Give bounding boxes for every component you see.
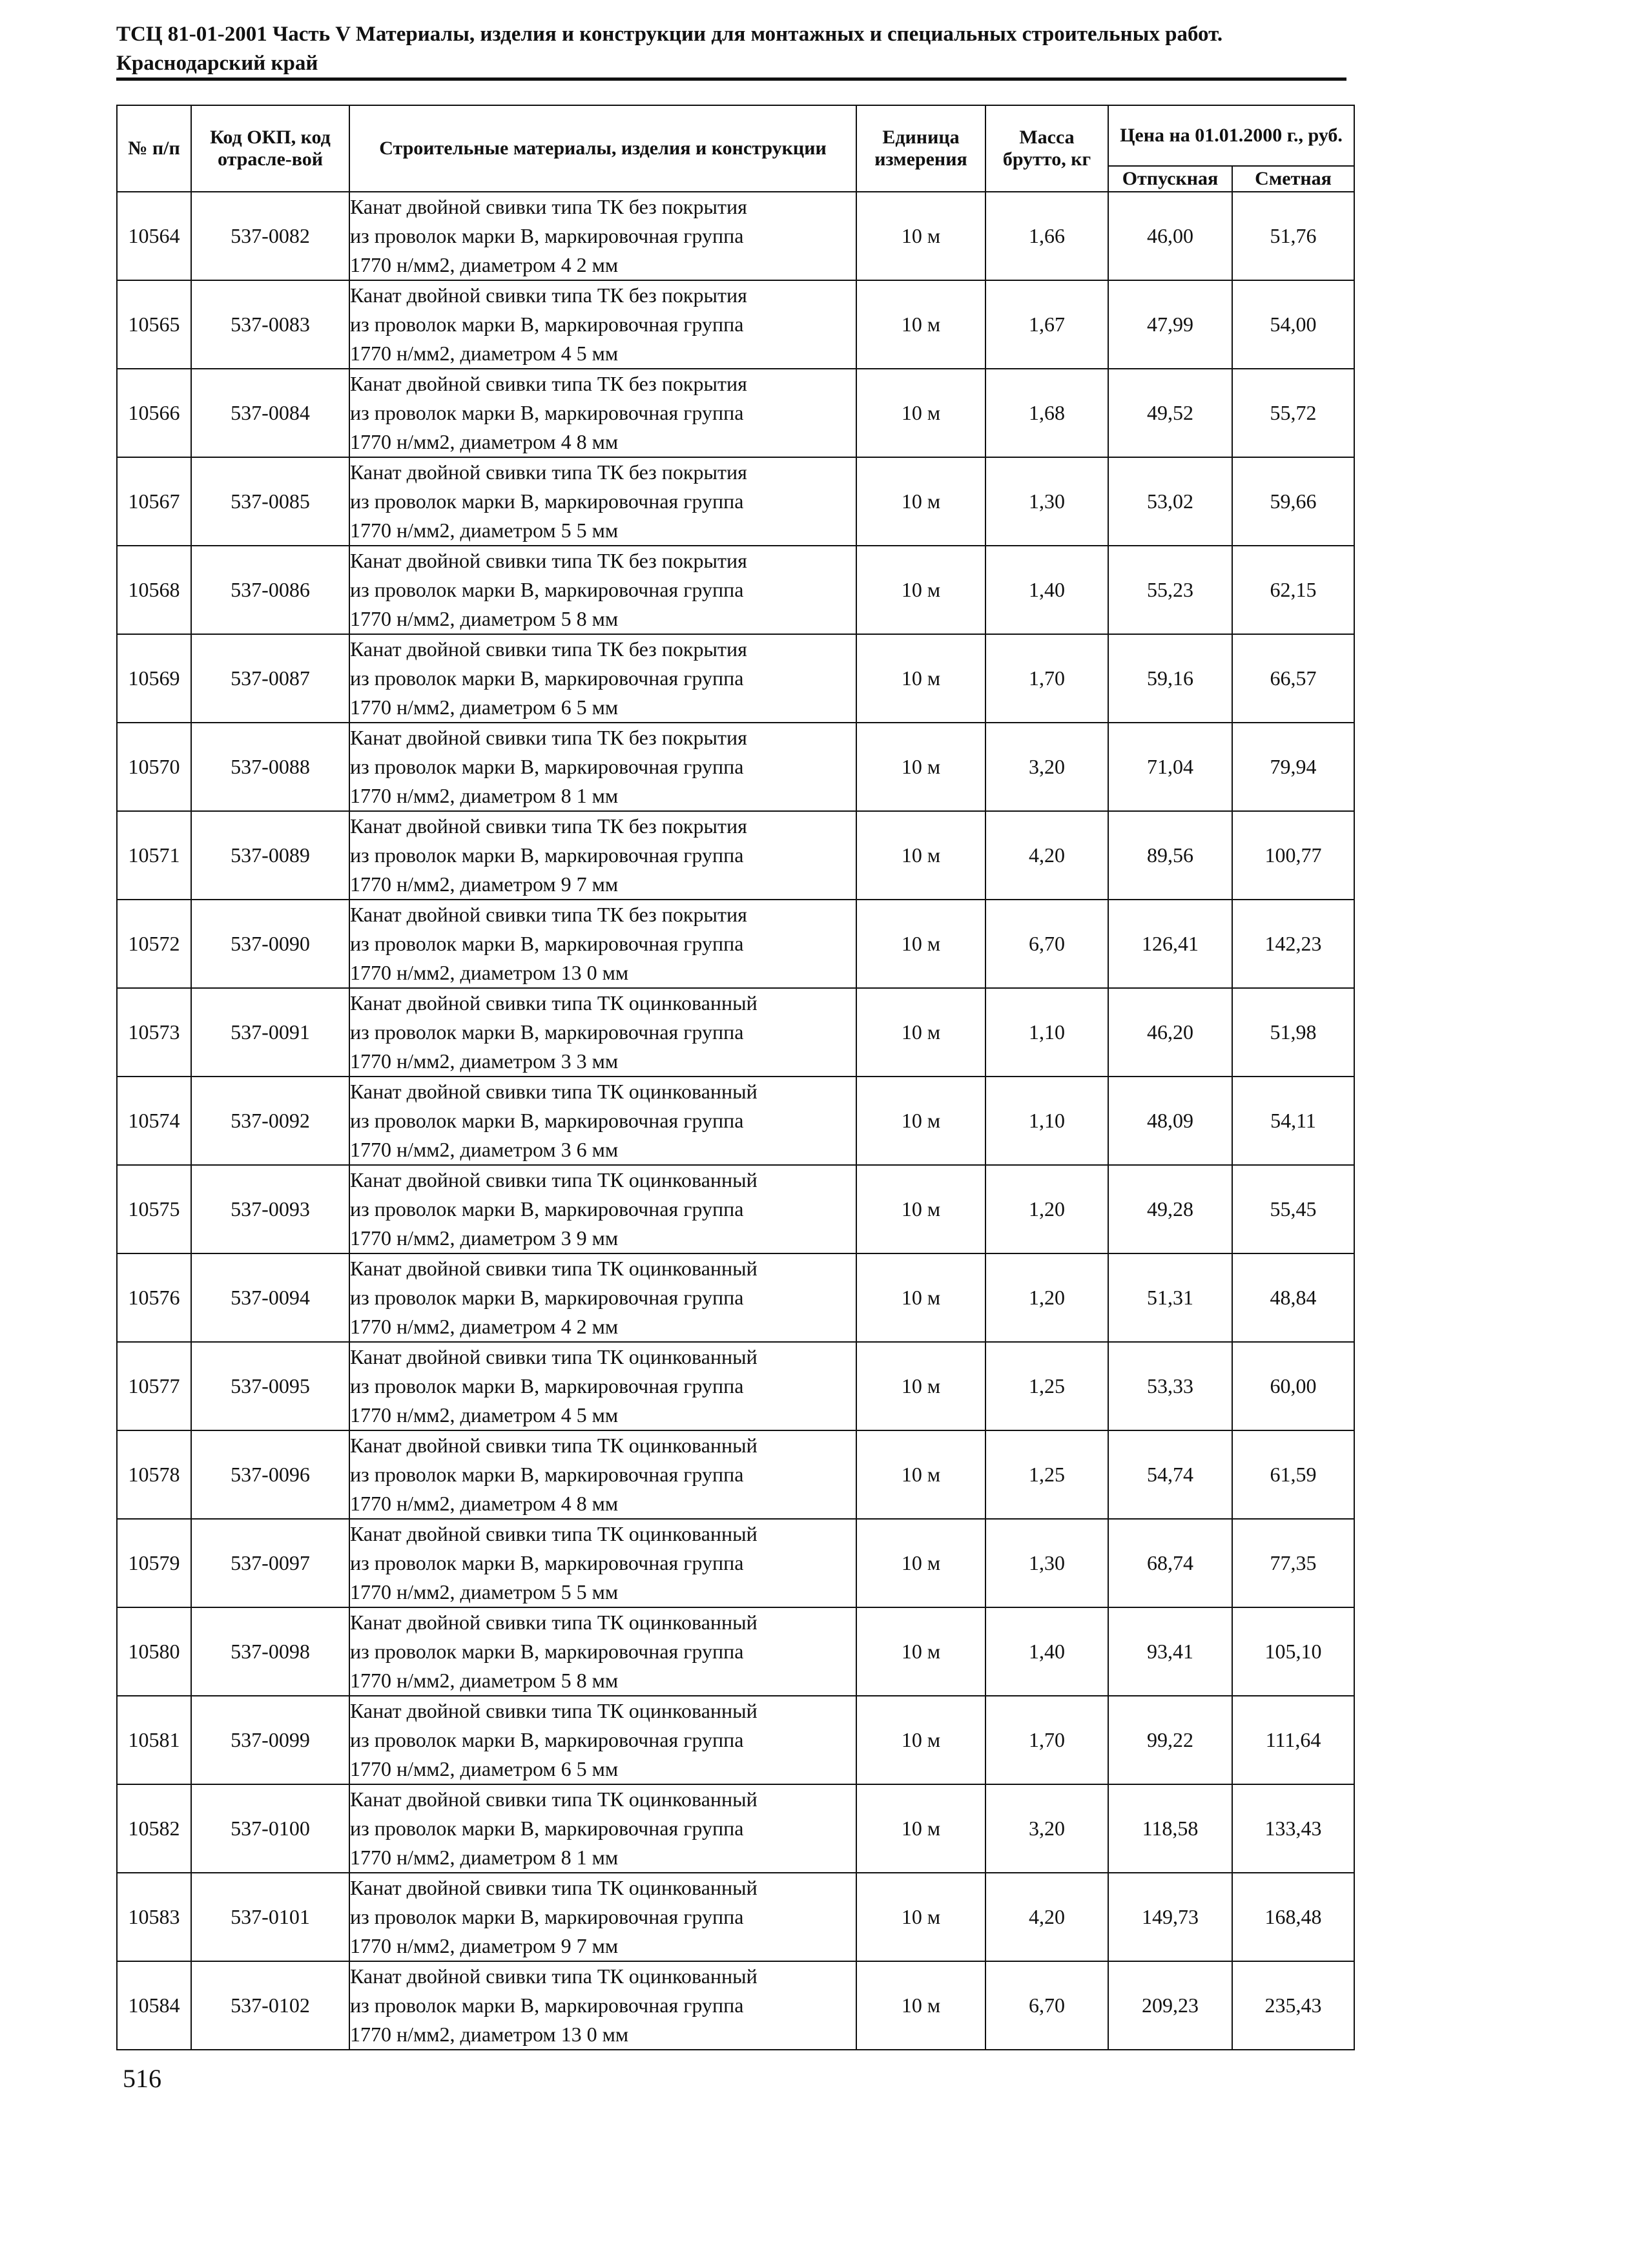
cell-unit: 10 м — [856, 1873, 985, 1961]
cell-price-estimate: 51,98 — [1232, 988, 1354, 1077]
table-row — [117, 1077, 1354, 1165]
description-line: из проволок марки В, маркировочная группа — [350, 1374, 744, 1397]
cell-price-release: 126,41 — [1108, 900, 1232, 988]
description-line: 1770 н/мм2, диаметром 8 1 мм — [350, 1846, 619, 1869]
description-line: из проволок марки В, маркировочная группа — [350, 224, 744, 247]
cell-code: 537-0089 — [191, 811, 349, 900]
cell-code: 537-0088 — [191, 723, 349, 811]
cell-price-estimate: 55,45 — [1232, 1165, 1354, 1253]
column-header-price: Цена на 01.01.2000 г., руб. — [1108, 105, 1354, 166]
cell-price-release: 209,23 — [1108, 1961, 1232, 2050]
table-row — [117, 723, 1354, 811]
cell-code: 537-0084 — [191, 369, 349, 457]
cell-price-estimate: 51,76 — [1232, 192, 1354, 280]
cell-mass: 4,20 — [985, 1873, 1108, 1961]
cell-unit: 10 м — [856, 1961, 985, 2050]
cell-description — [349, 723, 856, 811]
description-line: 1770 н/мм2, диаметром 9 7 мм — [350, 1934, 619, 1957]
cell-price-release: 68,74 — [1108, 1519, 1232, 1607]
cell-price-estimate: 48,84 — [1232, 1253, 1354, 1342]
description-line: из проволок марки В, маркировочная группа — [350, 1817, 744, 1840]
page-header — [116, 19, 1346, 77]
cell-unit: 10 м — [856, 988, 985, 1077]
cell-description — [349, 1873, 856, 1961]
cell-code: 537-0085 — [191, 457, 349, 546]
description-line: 1770 н/мм2, диаметром 4 8 мм — [350, 1492, 619, 1515]
description-line: из проволок марки В, маркировочная группа — [350, 755, 744, 778]
description-line: 1770 н/мм2, диаметром 3 3 мм — [350, 1049, 619, 1073]
table-row — [117, 634, 1354, 723]
description-line: Канат двойной свивки типа ТК без покрытия — [350, 284, 747, 307]
description-line: из проволок марки В, маркировочная группа — [350, 666, 744, 690]
cell-num: 10565 — [117, 280, 191, 369]
table-row — [117, 1165, 1354, 1253]
cell-description — [349, 457, 856, 546]
cell-description — [349, 1784, 856, 1873]
description-line: 1770 н/мм2, диаметром 8 1 мм — [350, 784, 619, 807]
cell-code: 537-0094 — [191, 1253, 349, 1342]
cell-num: 10576 — [117, 1253, 191, 1342]
cell-description — [349, 192, 856, 280]
cell-price-release: 46,00 — [1108, 192, 1232, 280]
cell-price-release: 53,02 — [1108, 457, 1232, 546]
cell-price-estimate: 62,15 — [1232, 546, 1354, 634]
description-line: 1770 н/мм2, диаметром 3 9 мм — [350, 1226, 619, 1250]
cell-unit: 10 м — [856, 723, 985, 811]
description-line: Канат двойной свивки типа ТК оцинкованный — [350, 1699, 758, 1722]
cell-description — [349, 1519, 856, 1607]
cell-description — [349, 634, 856, 723]
cell-code: 537-0090 — [191, 900, 349, 988]
description-line: 1770 н/мм2, диаметром 4 5 мм — [350, 1403, 619, 1427]
cell-price-release: 71,04 — [1108, 723, 1232, 811]
cell-mass: 1,40 — [985, 1607, 1108, 1696]
table-row — [117, 811, 1354, 900]
table-row — [117, 900, 1354, 988]
description-line: Канат двойной свивки типа ТК без покрытия — [350, 372, 747, 395]
description-line: 1770 н/мм2, диаметром 6 5 мм — [350, 696, 619, 719]
description-line: из проволок марки В, маркировочная группа — [350, 401, 744, 424]
column-header-price-release: Отпускная — [1108, 166, 1232, 192]
cell-price-estimate: 77,35 — [1232, 1519, 1354, 1607]
cell-price-estimate: 61,59 — [1232, 1430, 1354, 1519]
cell-unit: 10 м — [856, 546, 985, 634]
cell-code: 537-0091 — [191, 988, 349, 1077]
cell-description — [349, 1696, 856, 1784]
cell-unit: 10 м — [856, 1519, 985, 1607]
table-row — [117, 1784, 1354, 1873]
cell-mass: 4,20 — [985, 811, 1108, 900]
cell-price-estimate: 60,00 — [1232, 1342, 1354, 1430]
document-title: ТСЦ 81-01-2001 Часть V Материалы, изделия и конструкции для монтажных и специальных строительных работ. — [116, 23, 1223, 46]
cell-unit: 10 м — [856, 1077, 985, 1165]
cell-unit: 10 м — [856, 634, 985, 723]
cell-num: 10575 — [117, 1165, 191, 1253]
page-number: 516 — [123, 2064, 161, 2093]
description-line: 1770 н/мм2, диаметром 13 0 мм — [350, 961, 629, 984]
description-line: 1770 н/мм2, диаметром 5 8 мм — [350, 1669, 619, 1692]
table-row — [117, 546, 1354, 634]
cell-num: 10571 — [117, 811, 191, 900]
cell-mass: 1,30 — [985, 457, 1108, 546]
description-line: Канат двойной свивки типа ТК без покрытия — [350, 195, 747, 218]
cell-unit: 10 м — [856, 192, 985, 280]
table-row — [117, 1430, 1354, 1519]
cell-price-estimate: 142,23 — [1232, 900, 1354, 988]
cell-num: 10568 — [117, 546, 191, 634]
cell-unit: 10 м — [856, 280, 985, 369]
cell-description — [349, 900, 856, 988]
cell-unit: 10 м — [856, 1430, 985, 1519]
description-line: Канат двойной свивки типа ТК оцинкованный — [350, 991, 758, 1015]
cell-description — [349, 1961, 856, 2050]
table-row — [117, 1253, 1354, 1342]
cell-price-estimate: 111,64 — [1232, 1696, 1354, 1784]
cell-mass: 3,20 — [985, 1784, 1108, 1873]
cell-num: 10569 — [117, 634, 191, 723]
cell-num: 10567 — [117, 457, 191, 546]
cell-mass: 1,68 — [985, 369, 1108, 457]
cell-num: 10572 — [117, 900, 191, 988]
cell-code: 537-0095 — [191, 1342, 349, 1430]
cell-mass: 1,40 — [985, 546, 1108, 634]
table-body — [117, 192, 1354, 2050]
description-line: 1770 н/мм2, диаметром 3 6 мм — [350, 1138, 619, 1161]
description-line: Канат двойной свивки типа ТК без покрытия — [350, 814, 747, 838]
cell-mass: 1,30 — [985, 1519, 1108, 1607]
cell-description — [349, 1342, 856, 1430]
description-line: из проволок марки В, маркировочная группа — [350, 1728, 744, 1751]
description-line: 1770 н/мм2, диаметром 4 2 мм — [350, 1315, 619, 1338]
cell-num: 10583 — [117, 1873, 191, 1961]
cell-price-release: 99,22 — [1108, 1696, 1232, 1784]
cell-num: 10566 — [117, 369, 191, 457]
description-line: из проволок марки В, маркировочная группа — [350, 1551, 744, 1574]
cell-code: 537-0101 — [191, 1873, 349, 1961]
cell-unit: 10 м — [856, 1165, 985, 1253]
cell-num: 10573 — [117, 988, 191, 1077]
cell-mass: 6,70 — [985, 1961, 1108, 2050]
description-line: из проволок марки В, маркировочная группа — [350, 313, 744, 336]
cell-mass: 1,25 — [985, 1430, 1108, 1519]
description-line: 1770 н/мм2, диаметром 5 5 мм — [350, 1580, 619, 1603]
cell-price-estimate: 133,43 — [1232, 1784, 1354, 1873]
description-line: Канат двойной свивки типа ТК оцинкованный — [350, 1788, 758, 1811]
cell-price-release: 54,74 — [1108, 1430, 1232, 1519]
cell-mass: 1,66 — [985, 192, 1108, 280]
cell-unit: 10 м — [856, 900, 985, 988]
cell-code: 537-0087 — [191, 634, 349, 723]
description-line: Канат двойной свивки типа ТК оцинкованный — [350, 1611, 758, 1634]
cell-mass: 1,10 — [985, 988, 1108, 1077]
cell-description — [349, 280, 856, 369]
cell-price-release: 149,73 — [1108, 1873, 1232, 1961]
cell-price-estimate: 55,72 — [1232, 369, 1354, 457]
cell-mass: 1,67 — [985, 280, 1108, 369]
cell-code: 537-0092 — [191, 1077, 349, 1165]
cell-unit: 10 м — [856, 1696, 985, 1784]
cell-price-release: 53,33 — [1108, 1342, 1232, 1430]
cell-mass: 1,25 — [985, 1342, 1108, 1430]
description-line: Канат двойной свивки типа ТК без покрытия — [350, 637, 747, 661]
description-line: Канат двойной свивки типа ТК оцинкованный — [350, 1080, 758, 1103]
table-row — [117, 457, 1354, 546]
table-row — [117, 1696, 1354, 1784]
description-line: Канат двойной свивки типа ТК оцинкованный — [350, 1876, 758, 1899]
cell-price-estimate: 54,11 — [1232, 1077, 1354, 1165]
cell-description — [349, 1165, 856, 1253]
cell-description — [349, 546, 856, 634]
cell-num: 10577 — [117, 1342, 191, 1430]
description-line: из проволок марки В, маркировочная группа — [350, 1994, 744, 2017]
cell-code: 537-0102 — [191, 1961, 349, 2050]
description-line: из проволок марки В, маркировочная группа — [350, 1905, 744, 1928]
cell-unit: 10 м — [856, 1253, 985, 1342]
cell-num: 10570 — [117, 723, 191, 811]
cell-description — [349, 1253, 856, 1342]
cell-description — [349, 1607, 856, 1696]
description-line: из проволок марки В, маркировочная группа — [350, 578, 744, 601]
description-line: 1770 н/мм2, диаметром 6 5 мм — [350, 1757, 619, 1780]
cell-description — [349, 369, 856, 457]
description-line: 1770 н/мм2, диаметром 5 8 мм — [350, 607, 619, 630]
cell-price-release: 55,23 — [1108, 546, 1232, 634]
cell-price-release: 59,16 — [1108, 634, 1232, 723]
table-row — [117, 1607, 1354, 1696]
table-row — [117, 1519, 1354, 1607]
description-line: Канат двойной свивки типа ТК оцинкованный — [350, 1345, 758, 1368]
column-header-description: Строительные материалы, изделия и конструкции — [349, 105, 856, 192]
cell-unit: 10 м — [856, 811, 985, 900]
column-header-num: № п/п — [117, 105, 191, 192]
cell-price-estimate: 168,48 — [1232, 1873, 1354, 1961]
cell-num: 10564 — [117, 192, 191, 280]
cell-price-estimate: 79,94 — [1232, 723, 1354, 811]
price-table — [116, 105, 1355, 2050]
cell-num: 10578 — [117, 1430, 191, 1519]
cell-price-release: 118,58 — [1108, 1784, 1232, 1873]
description-line: из проволок марки В, маркировочная группа — [350, 1286, 744, 1309]
description-line: Канат двойной свивки типа ТК оцинкованный — [350, 1522, 758, 1545]
cell-code: 537-0083 — [191, 280, 349, 369]
cell-price-release: 51,31 — [1108, 1253, 1232, 1342]
cell-price-release: 93,41 — [1108, 1607, 1232, 1696]
description-line: Канат двойной свивки типа ТК оцинкованный — [350, 1168, 758, 1191]
description-line: 1770 н/мм2, диаметром 5 5 мм — [350, 519, 619, 542]
cell-num: 10579 — [117, 1519, 191, 1607]
cell-price-release: 49,52 — [1108, 369, 1232, 457]
description-line: Канат двойной свивки типа ТК без покрытия — [350, 460, 747, 484]
cell-unit: 10 м — [856, 1607, 985, 1696]
cell-price-release: 48,09 — [1108, 1077, 1232, 1165]
description-line: из проволок марки В, маркировочная группа — [350, 1463, 744, 1486]
region-title: Краснодарский край — [116, 52, 318, 75]
description-line: из проволок марки В, маркировочная группа — [350, 1640, 744, 1663]
cell-num: 10581 — [117, 1696, 191, 1784]
cell-code: 537-0100 — [191, 1784, 349, 1873]
cell-num: 10574 — [117, 1077, 191, 1165]
table-row — [117, 1961, 1354, 2050]
description-line: из проволок марки В, маркировочная группа — [350, 843, 744, 867]
cell-mass: 1,70 — [985, 1696, 1108, 1784]
cell-price-estimate: 59,66 — [1232, 457, 1354, 546]
cell-num: 10582 — [117, 1784, 191, 1873]
description-line: Канат двойной свивки типа ТК оцинкованный — [350, 1257, 758, 1280]
table-row — [117, 280, 1354, 369]
cell-code: 537-0093 — [191, 1165, 349, 1253]
cell-price-estimate: 105,10 — [1232, 1607, 1354, 1696]
description-line: из проволок марки В, маркировочная группа — [350, 932, 744, 955]
description-line: из проволок марки В, маркировочная группа — [350, 1197, 744, 1221]
cell-description — [349, 1430, 856, 1519]
cell-price-release: 49,28 — [1108, 1165, 1232, 1253]
table-header — [117, 105, 1354, 192]
cell-price-release: 89,56 — [1108, 811, 1232, 900]
cell-code: 537-0096 — [191, 1430, 349, 1519]
description-line: 1770 н/мм2, диаметром 4 8 мм — [350, 430, 619, 453]
cell-unit: 10 м — [856, 1342, 985, 1430]
table-row — [117, 1873, 1354, 1961]
cell-code: 537-0086 — [191, 546, 349, 634]
description-line: из проволок марки В, маркировочная группа — [350, 1020, 744, 1044]
cell-mass: 1,20 — [985, 1253, 1108, 1342]
cell-description — [349, 988, 856, 1077]
cell-mass: 3,20 — [985, 723, 1108, 811]
cell-price-release: 46,20 — [1108, 988, 1232, 1077]
cell-mass: 6,70 — [985, 900, 1108, 988]
cell-code: 537-0097 — [191, 1519, 349, 1607]
cell-mass: 1,20 — [985, 1165, 1108, 1253]
cell-unit: 10 м — [856, 457, 985, 546]
column-header-code: Код ОКП, код отрасле-вой — [191, 105, 349, 192]
cell-mass: 1,70 — [985, 634, 1108, 723]
description-line: 1770 н/мм2, диаметром 13 0 мм — [350, 2023, 629, 2046]
cell-code: 537-0099 — [191, 1696, 349, 1784]
cell-price-estimate: 235,43 — [1232, 1961, 1354, 2050]
cell-code: 537-0098 — [191, 1607, 349, 1696]
cell-price-estimate: 54,00 — [1232, 280, 1354, 369]
cell-num: 10580 — [117, 1607, 191, 1696]
description-line: из проволок марки В, маркировочная группа — [350, 1109, 744, 1132]
table-row — [117, 988, 1354, 1077]
cell-code: 537-0082 — [191, 192, 349, 280]
description-line: 1770 н/мм2, диаметром 9 7 мм — [350, 872, 619, 896]
column-header-unit: Единица измерения — [856, 105, 985, 192]
column-header-price-estimate: Сметная — [1232, 166, 1354, 192]
cell-description — [349, 1077, 856, 1165]
column-header-mass: Масса брутто, кг — [985, 105, 1108, 192]
description-line: 1770 н/мм2, диаметром 4 2 мм — [350, 253, 619, 276]
table-row — [117, 192, 1354, 280]
cell-price-estimate: 66,57 — [1232, 634, 1354, 723]
description-line: из проволок марки В, маркировочная группа — [350, 490, 744, 513]
cell-price-release: 47,99 — [1108, 280, 1232, 369]
description-line: Канат двойной свивки типа ТК без покрытия — [350, 549, 747, 572]
cell-price-estimate: 100,77 — [1232, 811, 1354, 900]
description-line: Канат двойной свивки типа ТК без покрытия — [350, 903, 747, 926]
cell-num: 10584 — [117, 1961, 191, 2050]
description-line: Канат двойной свивки типа ТК оцинкованный — [350, 1434, 758, 1457]
cell-mass: 1,10 — [985, 1077, 1108, 1165]
cell-description — [349, 811, 856, 900]
cell-unit: 10 м — [856, 1784, 985, 1873]
description-line: 1770 н/мм2, диаметром 4 5 мм — [350, 342, 619, 365]
description-line: Канат двойной свивки типа ТК без покрытия — [350, 726, 747, 749]
description-line: Канат двойной свивки типа ТК оцинкованный — [350, 1964, 758, 1988]
header-divider — [116, 77, 1346, 81]
table-row — [117, 1342, 1354, 1430]
table-row — [117, 369, 1354, 457]
cell-unit: 10 м — [856, 369, 985, 457]
